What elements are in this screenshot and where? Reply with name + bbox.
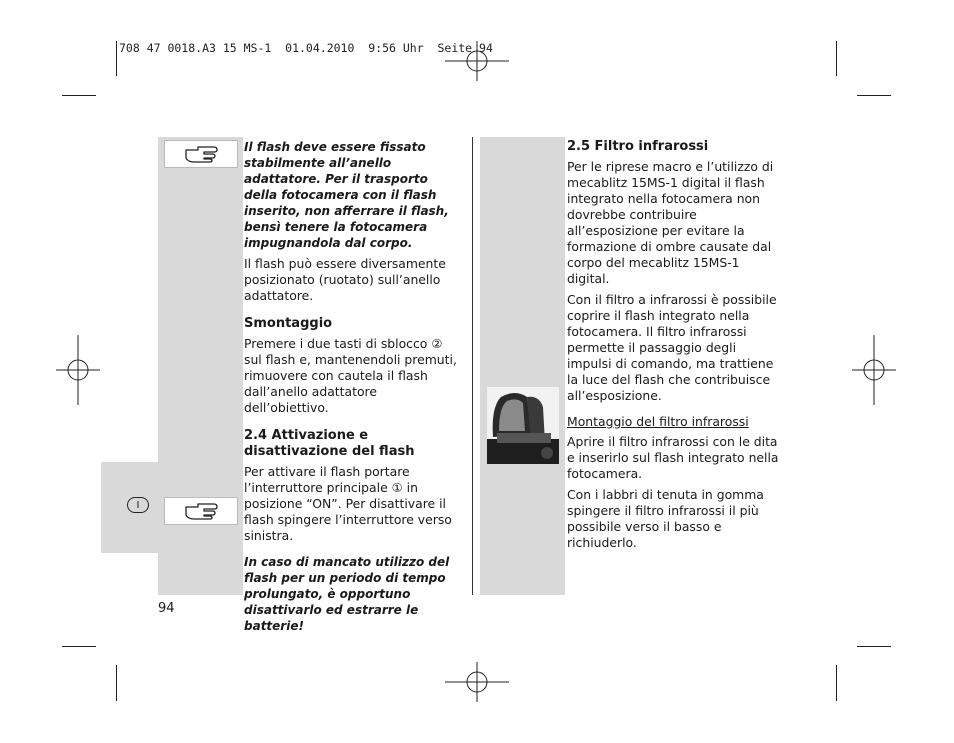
subheading-montaggio: Montaggio del filtro infrarossi (567, 414, 749, 429)
paragraph: Per le riprese macro e l’utilizzo di mecablitz 15MS-1 digital il flash integrato nella fotocamera non dovrebbe contribuire all’esposizione per evitare la formazione di ombre causate dal corpo del mecablitz 15MS-1 digital. (567, 159, 774, 286)
heading-section-2-4: 2.4 Attivazione e disattivazione del flash (244, 428, 415, 459)
paragraph: Con il filtro a infrarossi è possibile coprire il flash integrato nella fotocamera. Il filtro infrarossi permette il passaggio degli impulsi di comando, ma trattiene la luce del flash che contribuisce all’esposizione. (567, 292, 777, 403)
pointing-hand-icon (184, 502, 218, 520)
right-gray-band (480, 137, 565, 595)
right-text-column (567, 139, 783, 556)
paragraph: Aprire il filtro infrarossi con le dita e inserirlo sul flash integrato nella fotocamera. (567, 434, 779, 481)
heading-smontaggio: Smontaggio (244, 316, 333, 331)
note-box-1 (164, 140, 238, 168)
print-header: 708 47 0018.A3 15 MS-1 01.04.2010 9:56 Uhr Seite 94 (119, 41, 493, 55)
left-text-column (244, 139, 464, 639)
column-divider (472, 137, 473, 595)
registration-mark-left (56, 335, 100, 405)
page-number: 94 (158, 601, 175, 616)
note-text-1: Il flash deve essere fissato stabilmente all’anello adattatore. Per il trasporto della fotocamera con il flash inserito, non afferrare il flash, bensì tenere la fotocamera impugnandola dal corpo. (244, 140, 449, 250)
note-text-2: In caso di mancato utilizzo del flash per un periodo di tempo prolungato, è opportuno disattivarlo ed estrarre le batterie! (244, 555, 450, 633)
left-gray-band (158, 137, 243, 595)
paragraph: Con i labbri di tenuta in gomma spingere il filtro infrarossi il più possibile verso il basso e richiuderlo. (567, 487, 764, 550)
heading-section-2-5: 2.5 Filtro infrarossi (567, 139, 709, 154)
paragraph: Per attivare il flash portare l’interruttore principale ① in posizione “ON”. Per disattivare il flash spingere l’interruttore verso sinistra. (244, 464, 452, 543)
note-box-2 (164, 497, 238, 525)
paragraph: Il flash può essere diversamente posizionato (ruotato) sull’anello adattatore. (244, 256, 446, 303)
registration-mark-top (445, 41, 509, 81)
pointing-hand-icon (184, 145, 218, 163)
infrared-filter-photo (487, 387, 559, 464)
registration-mark-right (852, 335, 896, 405)
paragraph: Premere i due tasti di sblocco ② sul flash e, mantenendoli premuti, rimuovere con cautela il flash dall’anello adattatore dell’obiettivo. (244, 336, 457, 415)
language-badge: I (127, 497, 149, 513)
registration-mark-bottom (445, 662, 509, 702)
